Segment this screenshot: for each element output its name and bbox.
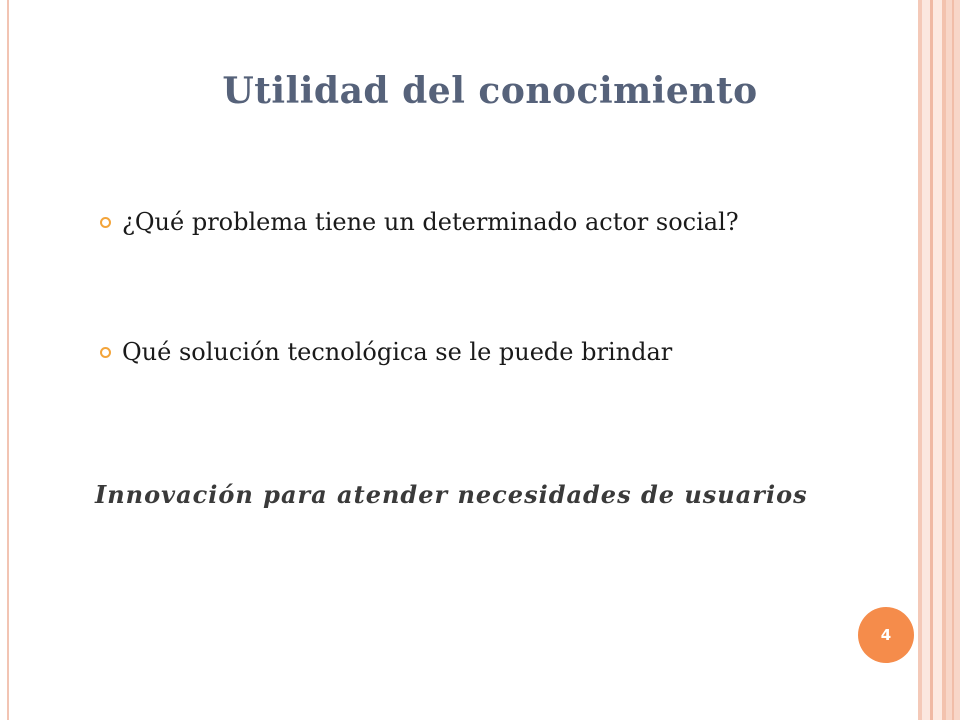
ring-bullet-icon bbox=[100, 347, 111, 358]
bullet-item bbox=[100, 335, 822, 369]
bullet-text: ¿Qué problema tiene un determinado actor social? bbox=[122, 208, 739, 236]
page-number-badge: 4 bbox=[858, 607, 914, 663]
bullet-item bbox=[100, 205, 802, 239]
bullet-text: Qué solución tecnológica se le puede brindar bbox=[122, 338, 673, 366]
slide-title: Utilidad del conocimiento bbox=[222, 70, 758, 112]
closing-statement: Innovación para atender necesidades de usuarios bbox=[95, 480, 808, 509]
ring-bullet-icon bbox=[100, 217, 111, 228]
